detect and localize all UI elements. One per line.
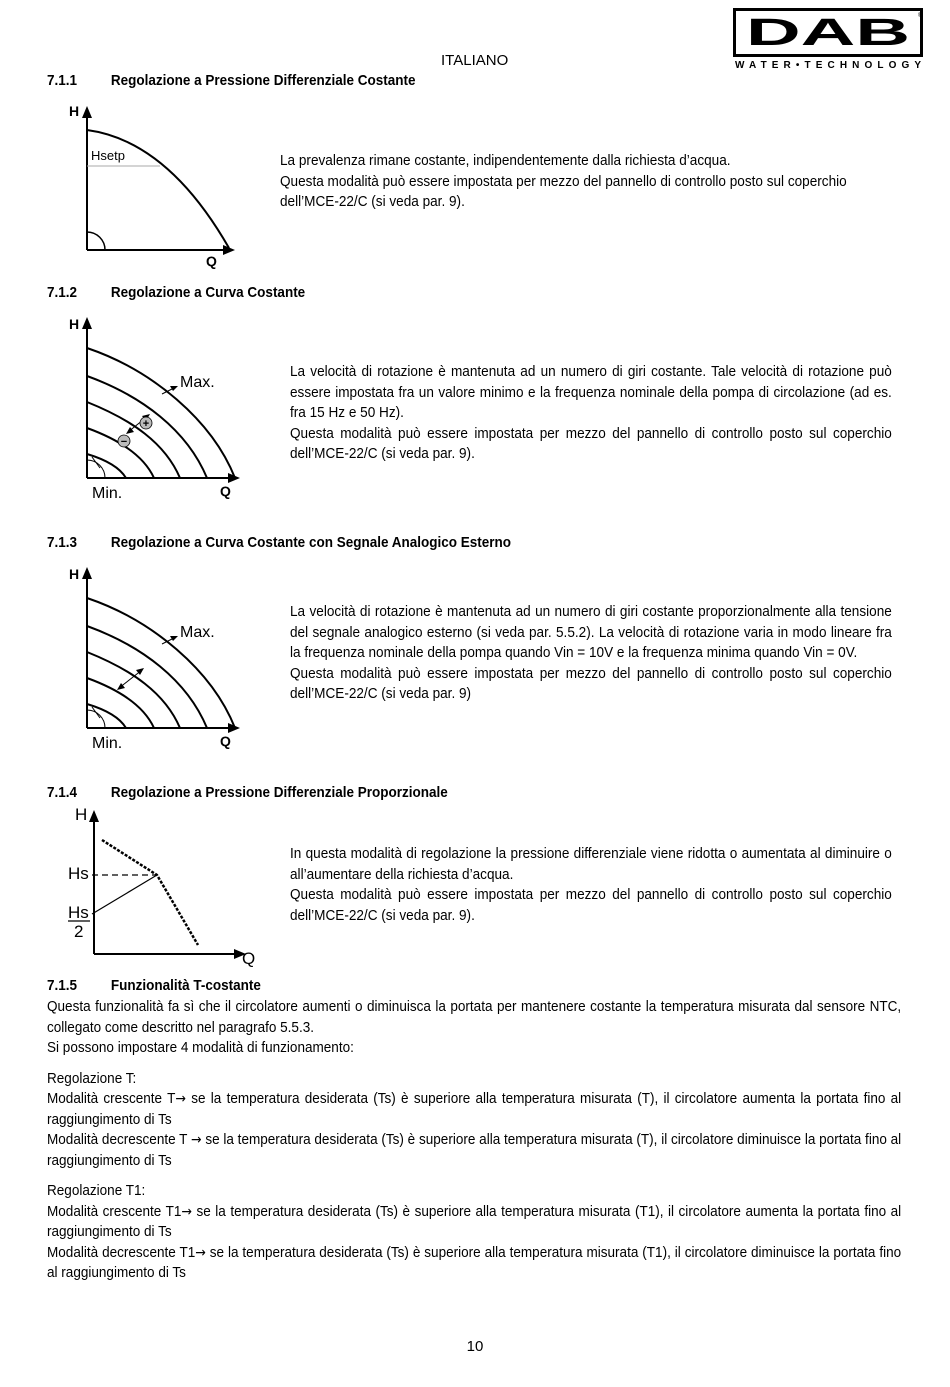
section-title: Regolazione a Pressione Differenziale Proporzionale: [110, 784, 448, 801]
section-text-7-1-4: In questa modalità di regolazione la pressione differenziale viene ridotta o aumentata al diminuire o all’aumentare della richiesta d’acqua. Questa modalità può essere impostata per mezzo del pannello di controllo posto sul coperchio dell’MCE-22/C (si veda par. 9).: [290, 845, 892, 924]
arrow-icon: →: [190, 1132, 202, 1148]
section-heading-7-1-4: [47, 784, 448, 801]
axis-q-label: Q: [220, 733, 231, 749]
section-number: 7.1.4: [47, 784, 78, 801]
modes-intro: Si possono impostare 4 modalità di funzionamento:: [47, 1039, 354, 1056]
section-number: 7.1.3: [47, 534, 78, 551]
max-label: Max.: [180, 624, 215, 641]
min-label: Min.: [92, 485, 123, 502]
section-title: Funzionalità T-costante: [110, 977, 261, 994]
section-number: 7.1.5: [47, 977, 78, 994]
page-number: 10: [466, 1338, 484, 1355]
group-title-t: Regolazione T:: [47, 1069, 137, 1087]
section-title: Regolazione a Curva Costante con Segnale Analogico Esterno: [110, 534, 511, 551]
group-title-t1: Regolazione T1:: [47, 1182, 146, 1199]
figure-analog-curve: [62, 560, 262, 755]
hs-label: Hs: [68, 864, 89, 883]
mode-increasing-t1: Modalità crescente T1→ se la temperatura desiderata (Ts) è superiore alla temperatura misurata (T1), il circolatore aumenta la portata fino al raggiungimento di Ts: [47, 1202, 902, 1240]
axis-q-label: Q: [220, 483, 231, 499]
page-language-label: ITALIANO: [441, 52, 509, 69]
plus-sign: +: [142, 418, 150, 430]
axis-h-label: H: [69, 316, 80, 332]
section-number: 7.1.1: [47, 72, 78, 89]
figure-proportional-pressure: [62, 802, 262, 972]
figure-constant-pressure: [62, 96, 242, 271]
figure-constant-curve: [62, 310, 262, 505]
arrow-icon: →: [181, 1203, 192, 1220]
section-number: 7.1.2: [47, 284, 78, 301]
mode-increasing-t: Modalità crescente T→ se la temperatura desiderata (Ts) è superiore alla temperatura misurata (T), il circolatore aumenta la portata fino al raggiungimento di Ts: [47, 1090, 902, 1128]
arrow-icon: →: [195, 1244, 206, 1261]
section-text-7-1-1: La prevalenza rimane costante, indipendentemente dalla richiesta d’acqua. Questa modalità può essere impostata per mezzo del pannello di controllo posto sul coperchio dell’MCE-22/C (si veda par. 9).: [280, 152, 847, 210]
setpoint-label: Hsetp: [91, 148, 125, 163]
axis-h-label: H: [69, 103, 80, 119]
minus-sign: −: [120, 436, 128, 448]
axis-h-label: H: [69, 566, 80, 582]
min-label: Min.: [92, 735, 123, 752]
svg-text:®: ®: [918, 13, 923, 19]
section-heading-7-1-3: [47, 534, 511, 551]
axis-q-label: Q: [242, 949, 256, 968]
intro-paragraph: Questa funzionalità fa sì che il circolatore aumenti o diminuisca la portata per mantenere costante la temperatura misurata dal sensore NTC, collegato come descritto nel paragrafo 5.5.3.: [47, 998, 902, 1036]
arrow-icon: →: [175, 1091, 186, 1107]
section-title: Regolazione a Curva Costante: [110, 284, 306, 301]
section-heading-7-1-2: [47, 284, 305, 301]
section-text-7-1-5: [47, 997, 901, 1284]
section-text-7-1-3: La velocità di rotazione è mantenuta ad un numero di giri costante proporzionalmente alla tensione del segnale analogico esterno (si veda par. 5.5.2). La velocità di rotazione varia in modo lineare fra la frequenza nominale della pompa quando Vin = 10V e la frequenza minima quando Vin = 0V. Questa modalità può essere impostata per mezzo del pannello di controllo posto sul coperchio dell’MCE-22/C (si veda par. 9): [290, 603, 892, 702]
dab-logo: [733, 8, 923, 72]
mode-decreasing-t1: Modalità decrescente T1→ se la temperatura desiderata (Ts) è superiore alla temperatura misurata (T1), il circolatore diminuisce la portata fino al raggiungimento di Ts: [47, 1243, 902, 1281]
section-heading-7-1-1: [47, 72, 415, 89]
section-text-7-1-2: La velocità di rotazione è mantenuta ad un numero di giri costante. Tale velocità di rotazione può essere impostata fra un valore minimo e la frequenza nominale della pompa di circolazione (ad es. fra 15 Hz e 50 Hz). Questa modalità può essere impostata per mezzo del pannello di controllo posto sul coperchio dell’MCE-22/C (si veda par. 9).: [290, 363, 892, 462]
max-label: Max.: [180, 374, 215, 391]
axis-q-label: Q: [206, 253, 217, 269]
logo-tagline: WATER•TECHNOLOGY: [735, 60, 921, 71]
mode-decreasing-t: Modalità decrescente T → se la temperatura desiderata (Ts) è superiore alla temperatura misurata (T), il circolatore diminuisce la portata fino al raggiungimento di Ts: [47, 1131, 902, 1169]
section-title: Regolazione a Pressione Differenziale Costante: [110, 72, 416, 89]
hs-half-numerator: Hs: [68, 903, 89, 922]
section-heading-7-1-5: [47, 977, 261, 994]
hs-half-denominator: 2: [74, 922, 84, 941]
axis-h-label: H: [75, 805, 88, 824]
logo-brand: DAB: [746, 12, 910, 54]
